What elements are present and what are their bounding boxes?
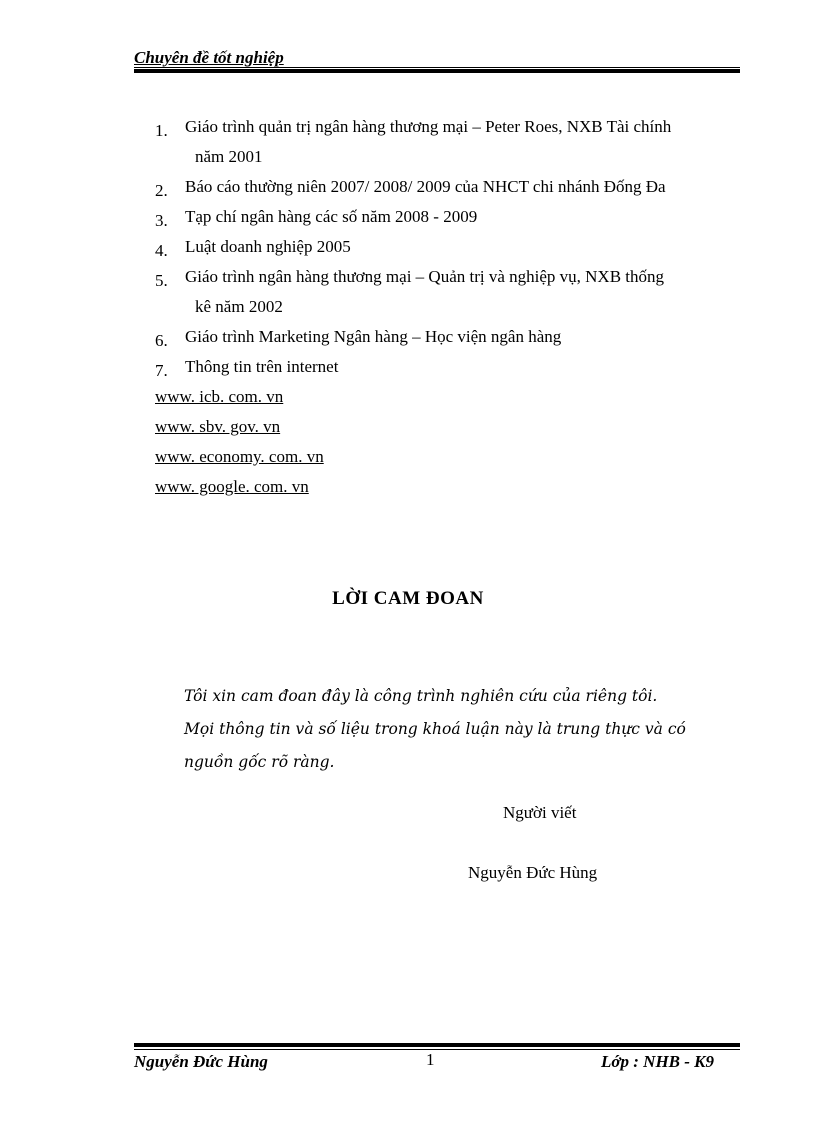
reference-text-continued: kê năm 2002 [195, 297, 283, 316]
reference-number: 3. [155, 211, 168, 230]
signer-role: Người viết [503, 803, 577, 822]
footer-class: Lớp : NHB - K9 [601, 1052, 715, 1071]
reference-item-1 [155, 112, 740, 172]
reference-link-google[interactable]: www. google. com. vn [155, 477, 309, 496]
declaration-line: nguồn gốc rõ ràng. [184, 753, 335, 771]
reference-item-2 [155, 172, 740, 202]
reference-text: Giáo trình Marketing Ngân hàng – Học viện ngân hàng [185, 327, 562, 346]
reference-item-4 [155, 232, 740, 262]
reference-number: 1. [155, 121, 168, 140]
declaration-line: Tôi xin cam đoan đây là công trình nghiên cứu của riêng tôi. [184, 687, 658, 705]
page-number: 1 [426, 1050, 435, 1069]
page-header-title: Chuyên đề tốt nghiệp [134, 48, 284, 67]
reference-text: Giáo trình quản trị ngân hàng thương mại – Peter Roes, NXB Tài chính [185, 117, 672, 136]
reference-number: 2. [155, 181, 168, 200]
reference-item-7 [155, 352, 740, 382]
reference-text: Báo cáo thường niên 2007/ 2008/ 2009 của NHCT chi nhánh Đống Đa [185, 177, 666, 196]
reference-item-6 [155, 322, 740, 352]
reference-number: 4. [155, 241, 168, 260]
declaration-line: Mọi thông tin và số liệu trong khoá luận này là trung thực và có [184, 720, 686, 738]
declaration-statement [184, 680, 704, 779]
footer-rule-thin [134, 1049, 740, 1050]
reference-number: 7. [155, 361, 168, 380]
footer-author: Nguyễn Đức Hùng [134, 1052, 268, 1071]
declaration-title: LỜI CAM ĐOAN [332, 588, 484, 609]
header-rule-thick [134, 69, 740, 73]
reference-text: Luật doanh nghiệp 2005 [185, 237, 351, 256]
reference-item-5 [155, 262, 740, 322]
reference-link-economy[interactable]: www. economy. com. vn [155, 447, 324, 466]
signer-name: Nguyễn Đức Hùng [468, 863, 598, 882]
reference-link-icb[interactable]: www. icb. com. vn [155, 387, 284, 406]
reference-number: 6. [155, 331, 168, 350]
reference-text: Tạp chí ngân hàng các số năm 2008 - 2009 [185, 207, 478, 226]
reference-link-sbv[interactable]: www. sbv. gov. vn [155, 417, 281, 436]
reference-text-continued: năm 2001 [195, 147, 263, 166]
reference-number: 5. [155, 271, 168, 290]
footer-rule-thick [134, 1043, 740, 1047]
header-rule-thin [134, 67, 740, 68]
reference-text: Thông tin trên internet [185, 357, 339, 376]
reference-text: Giáo trình ngân hàng thương mại – Quản trị và nghiệp vụ, NXB thống [185, 267, 665, 286]
reference-item-3 [155, 202, 740, 232]
